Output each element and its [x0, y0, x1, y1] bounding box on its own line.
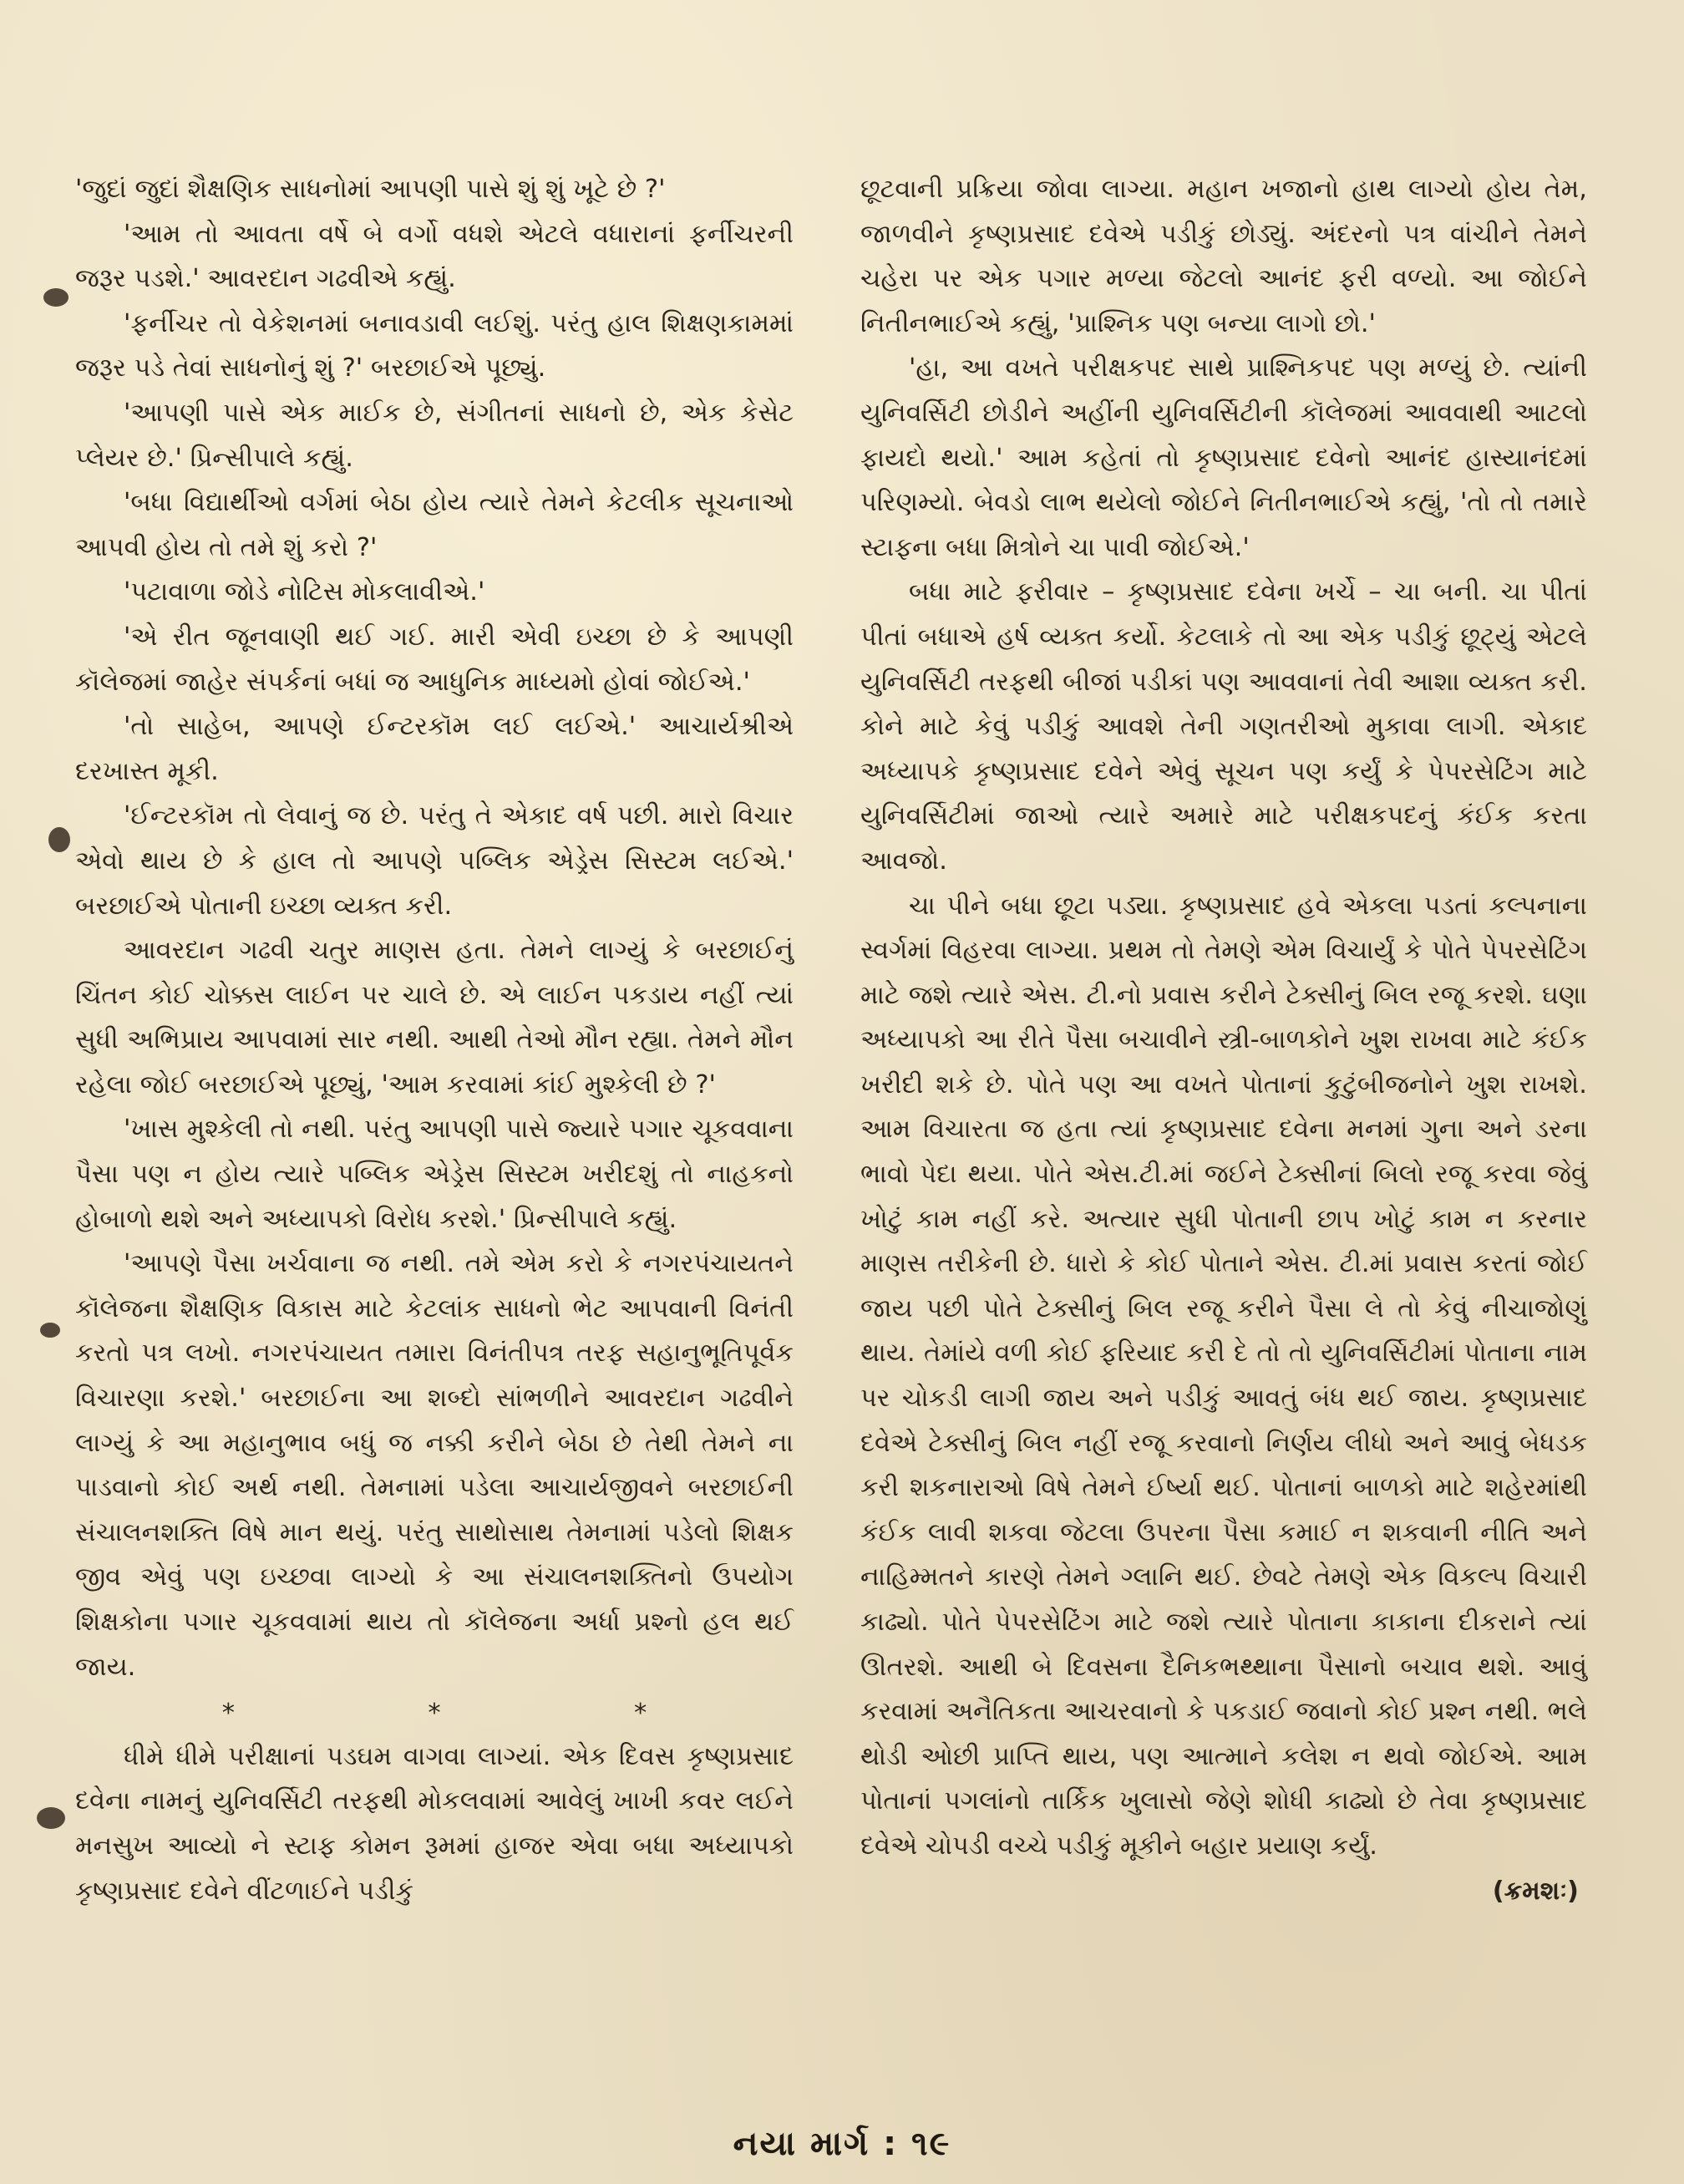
asterisk: *: [221, 1699, 235, 1729]
paragraph: 'જુદાં જુદાં શૈક્ષણિક સાધનોમાં આપણી પાસે શું શું ખૂટે છે ?': [75, 175, 666, 204]
right-column: [860, 167, 1587, 1913]
continued-marker: (ક્રમશઃ): [1492, 1876, 1579, 1906]
paper-damage-mark: [37, 1807, 65, 1829]
section-break: [75, 1689, 794, 1735]
paragraph: 'ખાસ મુશ્કેલી તો નથી. પરંતુ આપણી પાસે જ્યારે પગાર ચૂકવવાના પૈસા પણ ન હોય ત્યારે પબ્લિક એડ્રેસ સિસ્ટમ ખરીદશું તો નાહકનો હોબાળો થશે અને અધ્યાપકો વિરોધ કરશે.' પ્રિન્સીપાલે કહ્યું.: [75, 1115, 794, 1234]
left-column: [75, 167, 794, 1913]
paragraph: 'પટાવાળા જોડે નોટિસ મોકલાવીએ.': [124, 577, 485, 607]
paragraph: 'તો સાહેબ, આપણે ઈન્ટરકૉમ લઈ લઈએ.' આચાર્યશ્રીએ દરખાસ્ત મૂકી.: [75, 712, 794, 786]
paragraph: 'એ રીત જૂનવાણી થઈ ગઈ. મારી એવી ઇચ્છા છે કે આપણી કૉલેજમાં જાહેર સંપર્કનાં બધાં જ આધુનિક માધ્યમો હોવાં જોઈએ.': [75, 622, 794, 697]
paragraph: 'હા, આ વખતે પરીક્ષકપદ સાથે પ્રાશ્નિકપદ પણ મળ્યું છે. ત્યાંની યુનિવર્સિટી છોડીને અહીંની યુનિવર્સિટીની કૉલેજમાં આવવાથી આટલો ફાયદો થયો.' આમ કહેતાં તો કૃષ્ણપ્રસાદ દવેનો આનંદ હાસ્યાનંદમાં પરિણમ્યો. બેવડો લાભ થયેલો જોઈને નિતીનભાઈએ કહ્યું, 'તો તો તમારે સ્ટાફના બધા મિત્રોને ચા પાવી જોઈએ.': [860, 353, 1587, 562]
paper-damage-mark: [43, 288, 68, 307]
asterisk: *: [634, 1699, 647, 1729]
asterisk: *: [428, 1699, 441, 1729]
paper-damage-mark: [48, 827, 70, 852]
paragraph: 'આમ તો આવતા વર્ષે બે વર્ગો વધશે એટલે વધારાનાં ફર્નીચરની જરૂર પડશે.' આવરદાન ગઢવીએ કહ્યું.: [75, 219, 794, 294]
paragraph: 'આપણે પૈસા ખર્ચવાના જ નથી. તમે એમ કરો કે નગરપંચાયતને કૉલેજના શૈક્ષણિક વિકાસ માટે કેટલાંક સાધનો ભેટ આપવાની વિનંતી કરતો પત્ર લખો. નગરપંચાયત તમારા વિનંતીપત્ર તરફ સહાનુભૂતિપૂર્વક વિચારણા કરશે.' બરછાઈના આ શબ્દો સાંભળીને આવરદાન ગઢવીને લાગ્યું કે આ મહાનુભાવ બધું જ નક્કી કરીને બેઠા છે તેથી તેમને ના પાડવાનો કોઈ અર્થ નથી. તેમનામાં પડેલા આચાર્યજીવને બરછાઈની સંચાલનશક્તિ વિષે માન થયું. પરંતુ સાથોસાથ તેમનામાં પડેલો શિક્ષક જીવ એવું પણ ઇચ્છવા લાગ્યો કે આ સંચાલનશક્તિનો ઉપયોગ શિક્ષકોના પગાર ચૂકવવામાં થાય તો કૉલેજના અર્ધા પ્રશ્નો હલ થઈ જાય.: [75, 1249, 794, 1682]
paragraph: 'બધા વિદ્યાર્થીઓ વર્ગમાં બેઠા હોય ત્યારે તેમને કેટલીક સૂચનાઓ આપવી હોય તો તમે શું કરો ?': [75, 488, 794, 562]
paper-damage-mark: [40, 1323, 60, 1338]
paragraph: 'ઈન્ટરકૉમ તો લેવાનું જ છે. પરંતુ તે એકાદ વર્ષ પછી. મારો વિચાર એવો થાય છે કે હાલ તો આપણે પબ્લિક એડ્રેસ સિસ્ટમ લઈએ.' બરછાઈએ પોતાની ઇચ્છા વ્યક્ત કરી.: [75, 801, 794, 921]
paragraph: 'આપણી પાસે એક માઈક છે, સંગીતનાં સાધનો છે, એક કેસેટ પ્લેયર છે.' પ્રિન્સીપાલે કહ્યું.: [75, 398, 794, 473]
continued-line: [860, 1869, 1587, 1914]
paragraph: આવરદાન ગઢવી ચતુર માણસ હતા. તેમને લાગ્યું કે બરછાઈનું ચિંતન કોઈ ચોક્કસ લાઈન પર ચાલે છે. એ લાઈન પકડાય નહીં ત્યાં સુધી અભિપ્રાય આપવામાં સાર નથી. આથી તેઓ મૌન રહ્યા. તેમને મૌન રહેલા જોઈ બરછાઈએ પૂછ્યું, 'આમ કરવામાં કાંઈ મુશ્કેલી છે ?': [75, 936, 794, 1100]
paragraph: છૂટવાની પ્રક્રિયા જોવા લાગ્યા. મહાન ખજાનો હાથ લાગ્યો હોય તેમ, જાળવીને કૃષ્ણપ્રસાદ દવેએ પડીકું છોડ્યું. અંદરનો પત્ર વાંચીને તેમને ચહેરા પર એક પગાર મળ્યા જેટલો આનંદ ફરી વળ્યો. આ જોઈને નિતીનભાઈએ કહ્યું, 'પ્રાશ્નિક પણ બન્યા લાગો છો.': [860, 175, 1587, 338]
paragraph: ચા પીને બધા છૂટા પડ્યા. કૃષ્ણપ્રસાદ હવે એકલા પડતાં કલ્પનાના સ્વર્ગમાં વિહરવા લાગ્યા. પ્રથમ તો તેમણે એમ વિચાર્યું કે પોતે પેપરસેટિંગ માટે જશે ત્યારે એસ. ટી.નો પ્રવાસ કરીને ટેક્સીનું બિલ રજૂ કરશે. ઘણા અધ્યાપકો આ રીતે પૈસા બચાવીને સ્ત્રી-બાળકોને ખુશ રાખવા માટે કંઈક ખરીદી શકે છે. પોતે પણ આ વખતે પોતાનાં કુટુંબીજનોને ખુશ રાખશે. આમ વિચારતા જ હતા ત્યાં કૃષ્ણપ્રસાદ દવેના મનમાં ગુના અને ડરના ભાવો પેદા થયા. પોતે એસ.ટી.માં જઈને ટેક્સીનાં બિલો રજૂ કરવા જેવું ખોટું કામ નહીં કરે. અત્યાર સુધી પોતાની છાપ ખોટું કામ ન કરનાર માણસ તરીકેની છે. ધારો કે કોઈ પોતાને એસ. ટી.માં પ્રવાસ કરતાં જોઈ જાય પછી પોતે ટેક્સીનું બિલ રજૂ કરીને પૈસા લે તો કેવું નીચાજોણું થાય. તેમાંયે વળી કોઈ ફરિયાદ કરી દે તો તો યુનિવર્સિટીમાં પોતાના નામ પર ચોકડી લાગી જાય અને પડીકું આવતું બંધ થઈ જાય. કૃષ્ણપ્રસાદ દવેએ ટેક્સીનું બિલ નહીં રજૂ કરવાનો નિર્ણય લીધો અને આવું બેધડક કરી શકનારાઓ વિષે તેમને ઈર્ષ્યા થઈ. પોતાનાં બાળકો માટે શહેરમાંથી કંઈક લાવી શકવા જેટલા ઉપરના પૈસા કમાઈ ન શકવાની નીતિ અને નાહિમ્મતને કારણે તેમને ગ્લાનિ થઈ. છેવટે તેમણે એક વિકલ્પ વિચારી કાઢ્યો. પોતે પેપરસેટિંગ માટે જશે ત્યારે પોતાના કાકાના દીકરાને ત્યાં ઊતરશે. આથી બે દિવસના દૈનિકભથ્થાના પૈસાનો બચાવ થશે. આવું કરવામાં અનૈતિકતા આચરવાનો કે પકડાઈ જવાનો કોઈ પ્રશ્ન નથી. ભલે થોડી ઓછી પ્રાપ્તિ થાય, પણ આત્માને કલેશ ન થવો જોઈએ. આમ પોતાનાં પગલાંનો તાર્કિક ખુલાસો જેણે શોધી કાઢ્યો છે તેવા કૃષ્ણપ્રસાદ દવેએ ચોપડી વચ્ચે પડીકું મૂકીને બહાર પ્રયાણ કર્યું.: [860, 891, 1587, 1861]
paragraph: ધીમે ધીમે પરીક્ષાનાં પડઘમ વાગવા લાગ્યાં. એક દિવસ કૃષ્ણપ્રસાદ દવેના નામનું યુનિવર્સિટી તરફથી મોકલવામાં આવેલું ખાખી કવર લઈને મનસુખ આવ્યો ને સ્ટાફ કોમન રૂમમાં હાજર એવા બધા અધ્યાપકો કૃષ્ણપ્રસાદ દવેને વીંટળાઈને પડીકું: [75, 1741, 794, 1906]
page-footer: નયા માર્ગ : ૧૯: [733, 2125, 951, 2163]
paragraph: 'ફર્નીચર તો વેકેશનમાં બનાવડાવી લઈશું. પરંતુ હાલ શિક્ષણકામમાં જરૂર પડે તેવાં સાધનોનું શું ?' બરછાઈએ પૂછ્યું.: [75, 308, 794, 383]
paragraph: બધા માટે ફરીવાર – કૃષ્ણપ્રસાદ દવેના ખર્ચે – ચા બની. ચા પીતાં પીતાં બધાએ હર્ષ વ્યક્ત કર્યો. કેટલાકે તો આ એક પડીકું છૂટ્યું એટલે યુનિવર્સિટી તરફથી બીજાં પડીકાં પણ આવવાનાં તેવી આશા વ્યક્ત કરી. કોને માટે કેવું પડીકું આવશે તેની ગણતરીઓ મુકાવા લાગી. એકાદ અધ્યાપકે કૃષ્ણપ્રસાદ દવેને એવું સૂચન પણ કર્યું કે પેપરસેટિંગ માટે યુનિવર્સિટીમાં જાઓ ત્યારે અમારે માટે પરીક્ષકપદનું કંઈક કરતા આવજો.: [860, 577, 1587, 876]
